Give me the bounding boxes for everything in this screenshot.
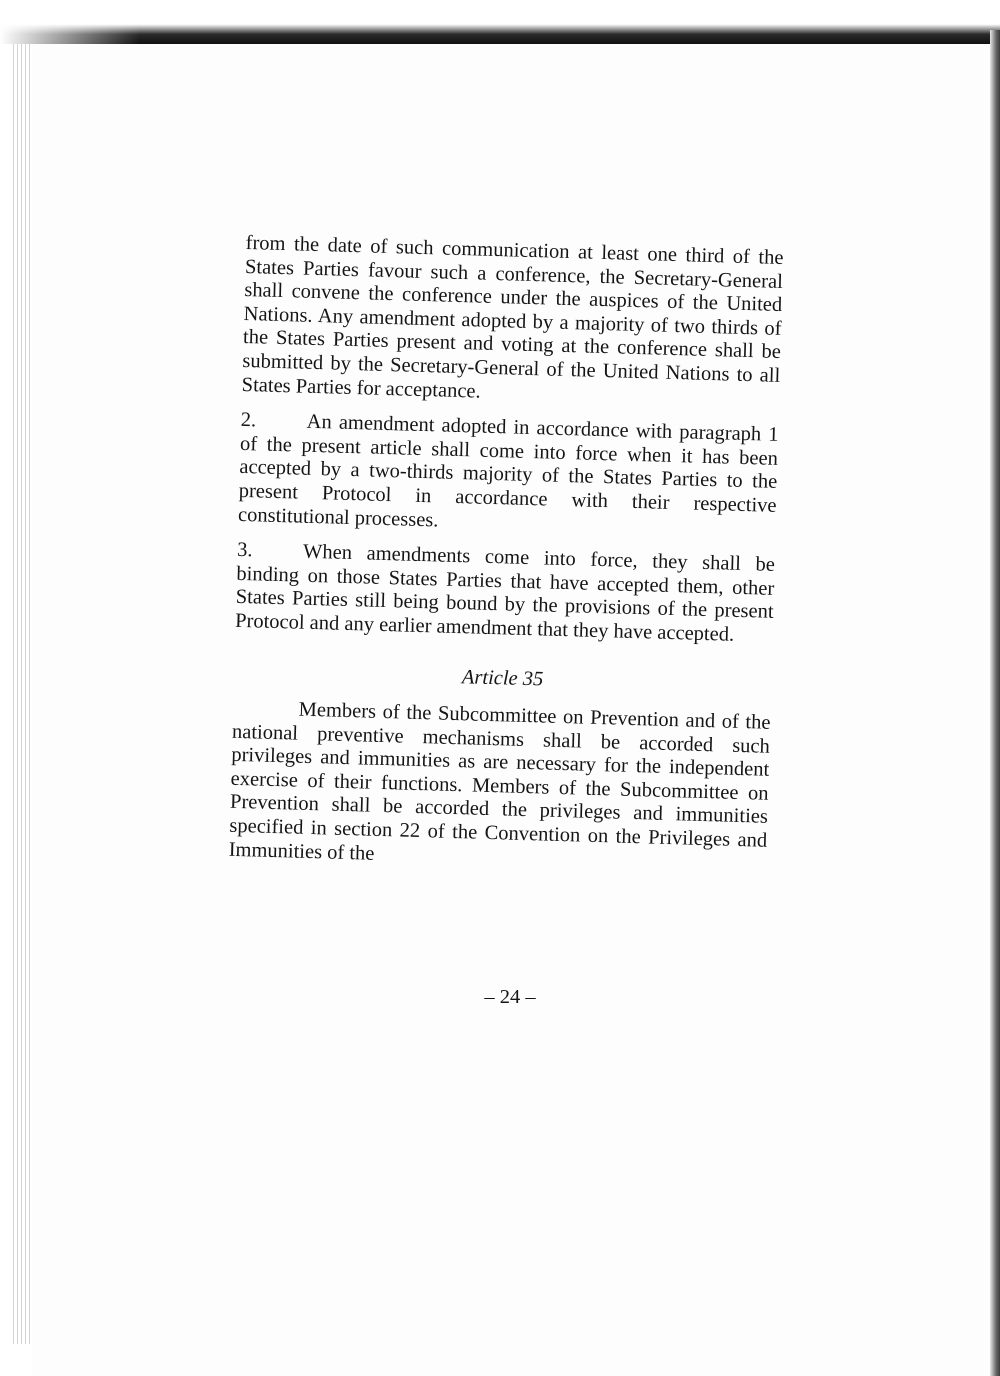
paragraph-text: from the date of such communication at least one third of the States Parties favour such a conference, the Secretary-General shall convene the conference under the auspices of the United Nations. Any amendment adopted by a majority of two thirds of the States Parties present and voting at the conference shall be submitted by the Secretary-General of the United Nations to all States Parties for acceptance. [241,232,784,403]
paragraph-2 [238,409,779,542]
article-paragraph: Members of the Subcommittee on Prevention and of the national preventive mechanisms shall be accorded such privileges and immunities as are necessary for the independent exercise of their functions. Members of the Subcommittee on Prevention shall be accorded the privileges and immunities specified in section 22 of the Convention on the Privileges and Immunities of the [228,698,771,865]
document-body [228,232,783,877]
paragraph-3 [235,539,775,648]
scanner-top-shadow [0,0,1000,44]
page-stack-edges [10,44,32,1344]
paragraph-text: An amendment adopted in accordance with paragraph 1 of the present article shall come into force when it has been accepted by a two-thirds majority of the States Parties to the present Protocol in accordance with their respective constitutional processes. [237,410,779,532]
scanner-top-fade [0,0,140,44]
paragraph-number: 3. [236,539,253,562]
paragraph-continued [241,232,783,412]
article-heading: Article 35 [461,665,544,690]
page-number: – 24 – [484,986,536,1008]
scanner-right-shadow [990,30,1000,1376]
paragraph-text: When amendments come into force, they shall be binding on those States Parties that have accepted them, other States Parties still being bound by the provisions of the present Protocol and any earlier amendment that they have accepted. [234,540,776,646]
paragraph-number: 2. [240,409,257,432]
